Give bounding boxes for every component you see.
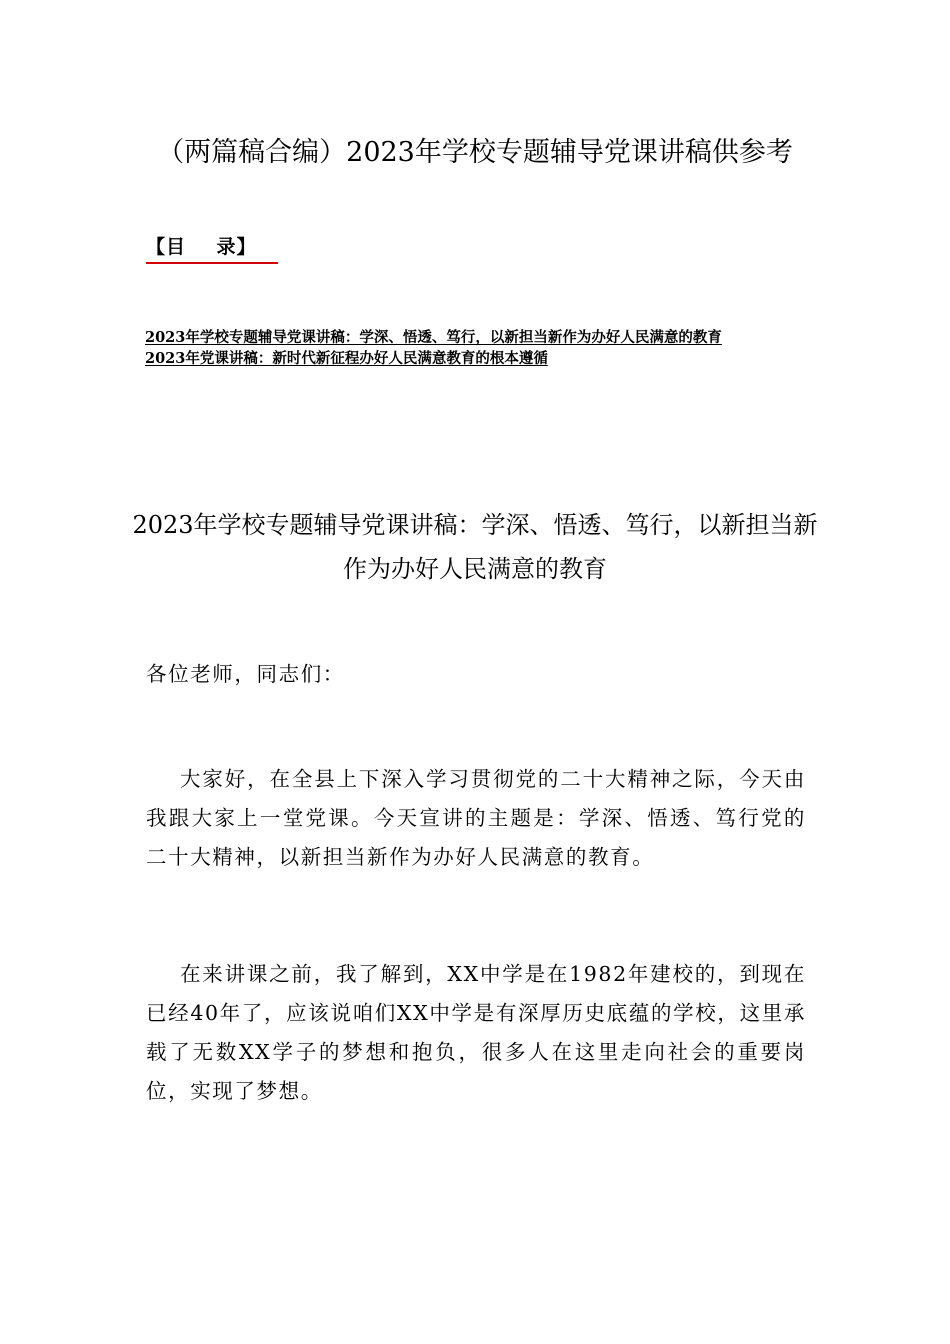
- toc-link-1[interactable]: 2023年学校专题辅导党课讲稿：学深、悟透、笃行，以新担当新作为办好人民满意的教育: [145, 329, 722, 346]
- table-of-contents: [145, 327, 810, 369]
- toc-heading-underline: [146, 262, 278, 264]
- toc-link-2[interactable]: 2023年党课讲稿：新时代新征程办好人民满意教育的根本遵循: [145, 350, 548, 367]
- body-paragraph-1: 大家好，在全县上下深入学习贯彻党的二十大精神之际，今天由我跟大家上一堂党课。今天宣讲的主题是：学深、悟透、笃行党的二十大精神，以新担当新作为办好人民满意的教育。: [146, 767, 806, 869]
- section-title: 2023年学校专题辅导党课讲稿：学深、悟透、笃行，以新担当新作为办好人民满意的教育: [132, 511, 818, 583]
- toc-heading: [146, 233, 256, 261]
- toc-heading-text: 【目 录】: [146, 236, 257, 258]
- greeting-paragraph: 各位老师，同志们：: [146, 662, 345, 686]
- document-title: （两篇稿合编）2023年学校专题辅导党课讲稿供参考: [157, 137, 793, 168]
- body-paragraph-2: 在来讲课之前，我了解到，XX中学是在1982年建校的，到现在已经40年了，应该说咱们XX中学是有深厚历史底蕴的学校，这里承载了无数XX学子的梦想和抱负，很多人在这里走向社会的重要岗位，实现了梦想。: [146, 962, 806, 1103]
